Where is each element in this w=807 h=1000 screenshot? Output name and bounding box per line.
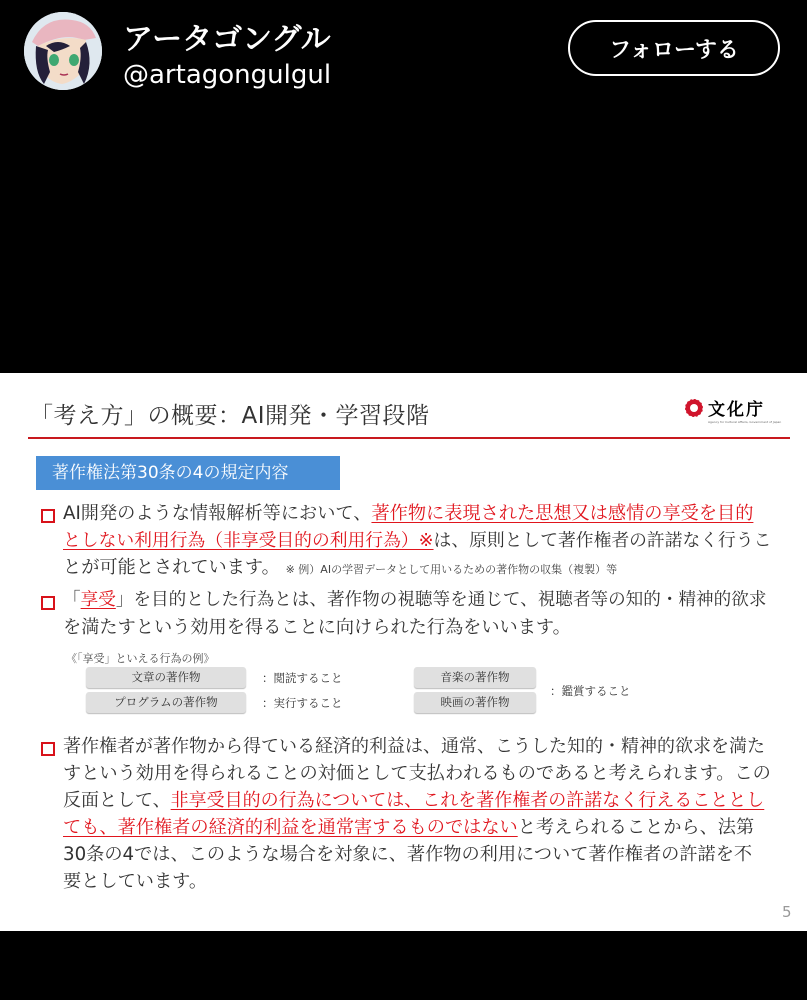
user-handle[interactable]: @artagongulgul: [123, 60, 332, 90]
paragraph-3-line-6: 要としています。: [63, 871, 208, 892]
agency-logo-text: 文化庁: [708, 400, 765, 420]
example-shared-action: ：鑑賞すること: [550, 684, 631, 698]
p1-text-e: とが可能とされています。: [63, 557, 280, 578]
paragraph-3-line-3: [63, 787, 764, 814]
paragraph-1-line-2: [63, 527, 771, 554]
p3-text-3a: 反面として、: [63, 790, 171, 811]
p3-emphasis-2: ても、著作権者の経済的利益を通常害するものではない: [63, 817, 518, 838]
agency-logo: [684, 395, 794, 433]
post-header: [0, 0, 807, 110]
paragraph-3-line-4: [63, 814, 754, 841]
agency-logo-subtitle: Agency for Cultural Affairs, Government of Japan: [708, 420, 782, 424]
title-divider: [28, 437, 790, 439]
paragraph-3-line-5: 30条の4では、このような場合を対象に、著作物の利用について著作権者の許諾を不: [63, 844, 753, 865]
p2-text-d: を満たすという効用を得ることに向けられた行為をいいます。: [63, 617, 571, 638]
example-label: 音楽の著作物: [414, 667, 536, 688]
paragraph-1-line-1: [63, 500, 753, 527]
display-name[interactable]: アータゴングル: [123, 22, 331, 57]
paragraph-2-line-2: [63, 614, 571, 641]
p2-text-a: 「: [63, 590, 81, 610]
p1-note: ※ 例）AIの学習データとして用いるための著作物の収集（複製）等: [285, 563, 618, 576]
bullet-square-icon: [41, 596, 55, 610]
p2-text-c: 」を目的とした行為とは、著作物の視聴等を通じて、視聴者等の知的・精神的欲求: [115, 590, 767, 610]
example-action: ：実行すること: [262, 696, 343, 710]
p1-text-d: は、原則として著作権者の許諾なく行うこ: [433, 530, 772, 551]
avatar[interactable]: [24, 12, 102, 90]
section-badge: 著作権法第30条の4の規定内容: [36, 456, 340, 490]
follow-button[interactable]: フォローする: [568, 20, 780, 76]
examples-title: 《「享受」といえる行為の例》: [66, 652, 215, 665]
p3-emphasis-1: 非享受目的の行為については、これを著作権者の許諾なく行えることとし: [170, 790, 765, 811]
slide-title: 「考え方」の概要：AI開発・学習段階: [30, 403, 430, 429]
example-action: ：閲読すること: [262, 671, 343, 685]
page-number: 5: [782, 903, 792, 921]
paragraph-3-line-1: 著作権者が著作物から得ている経済的利益は、通常、こうした知的・精神的欲求を満た: [63, 736, 765, 757]
example-label: プログラムの著作物: [86, 692, 246, 713]
paragraph-2-line-1: [63, 587, 766, 614]
example-label: 映画の著作物: [414, 692, 536, 713]
bullet-square-icon: [41, 742, 55, 756]
paragraph-3-line-2: すという効用を得られることの対価として支払われるものであると考えられます。この: [63, 763, 771, 784]
slide-image[interactable]: [0, 373, 807, 931]
p1-emphasis-1: 著作物に表現された思想又は感情の享受を目的: [371, 503, 754, 524]
p2-emphasis: 享受: [80, 590, 116, 610]
example-label: 文章の著作物: [86, 667, 246, 688]
paragraph-1-line-3: [63, 554, 617, 583]
p1-text-a: AI開発のような情報解析等において、: [63, 503, 372, 524]
p1-emphasis-2: としない利用行為（非享受目的の利用行為）※: [63, 530, 434, 551]
p3-text-4b: と考えられることから、法第: [517, 817, 755, 838]
agency-logo-icon: [684, 398, 704, 418]
bullet-square-icon: [41, 509, 55, 523]
